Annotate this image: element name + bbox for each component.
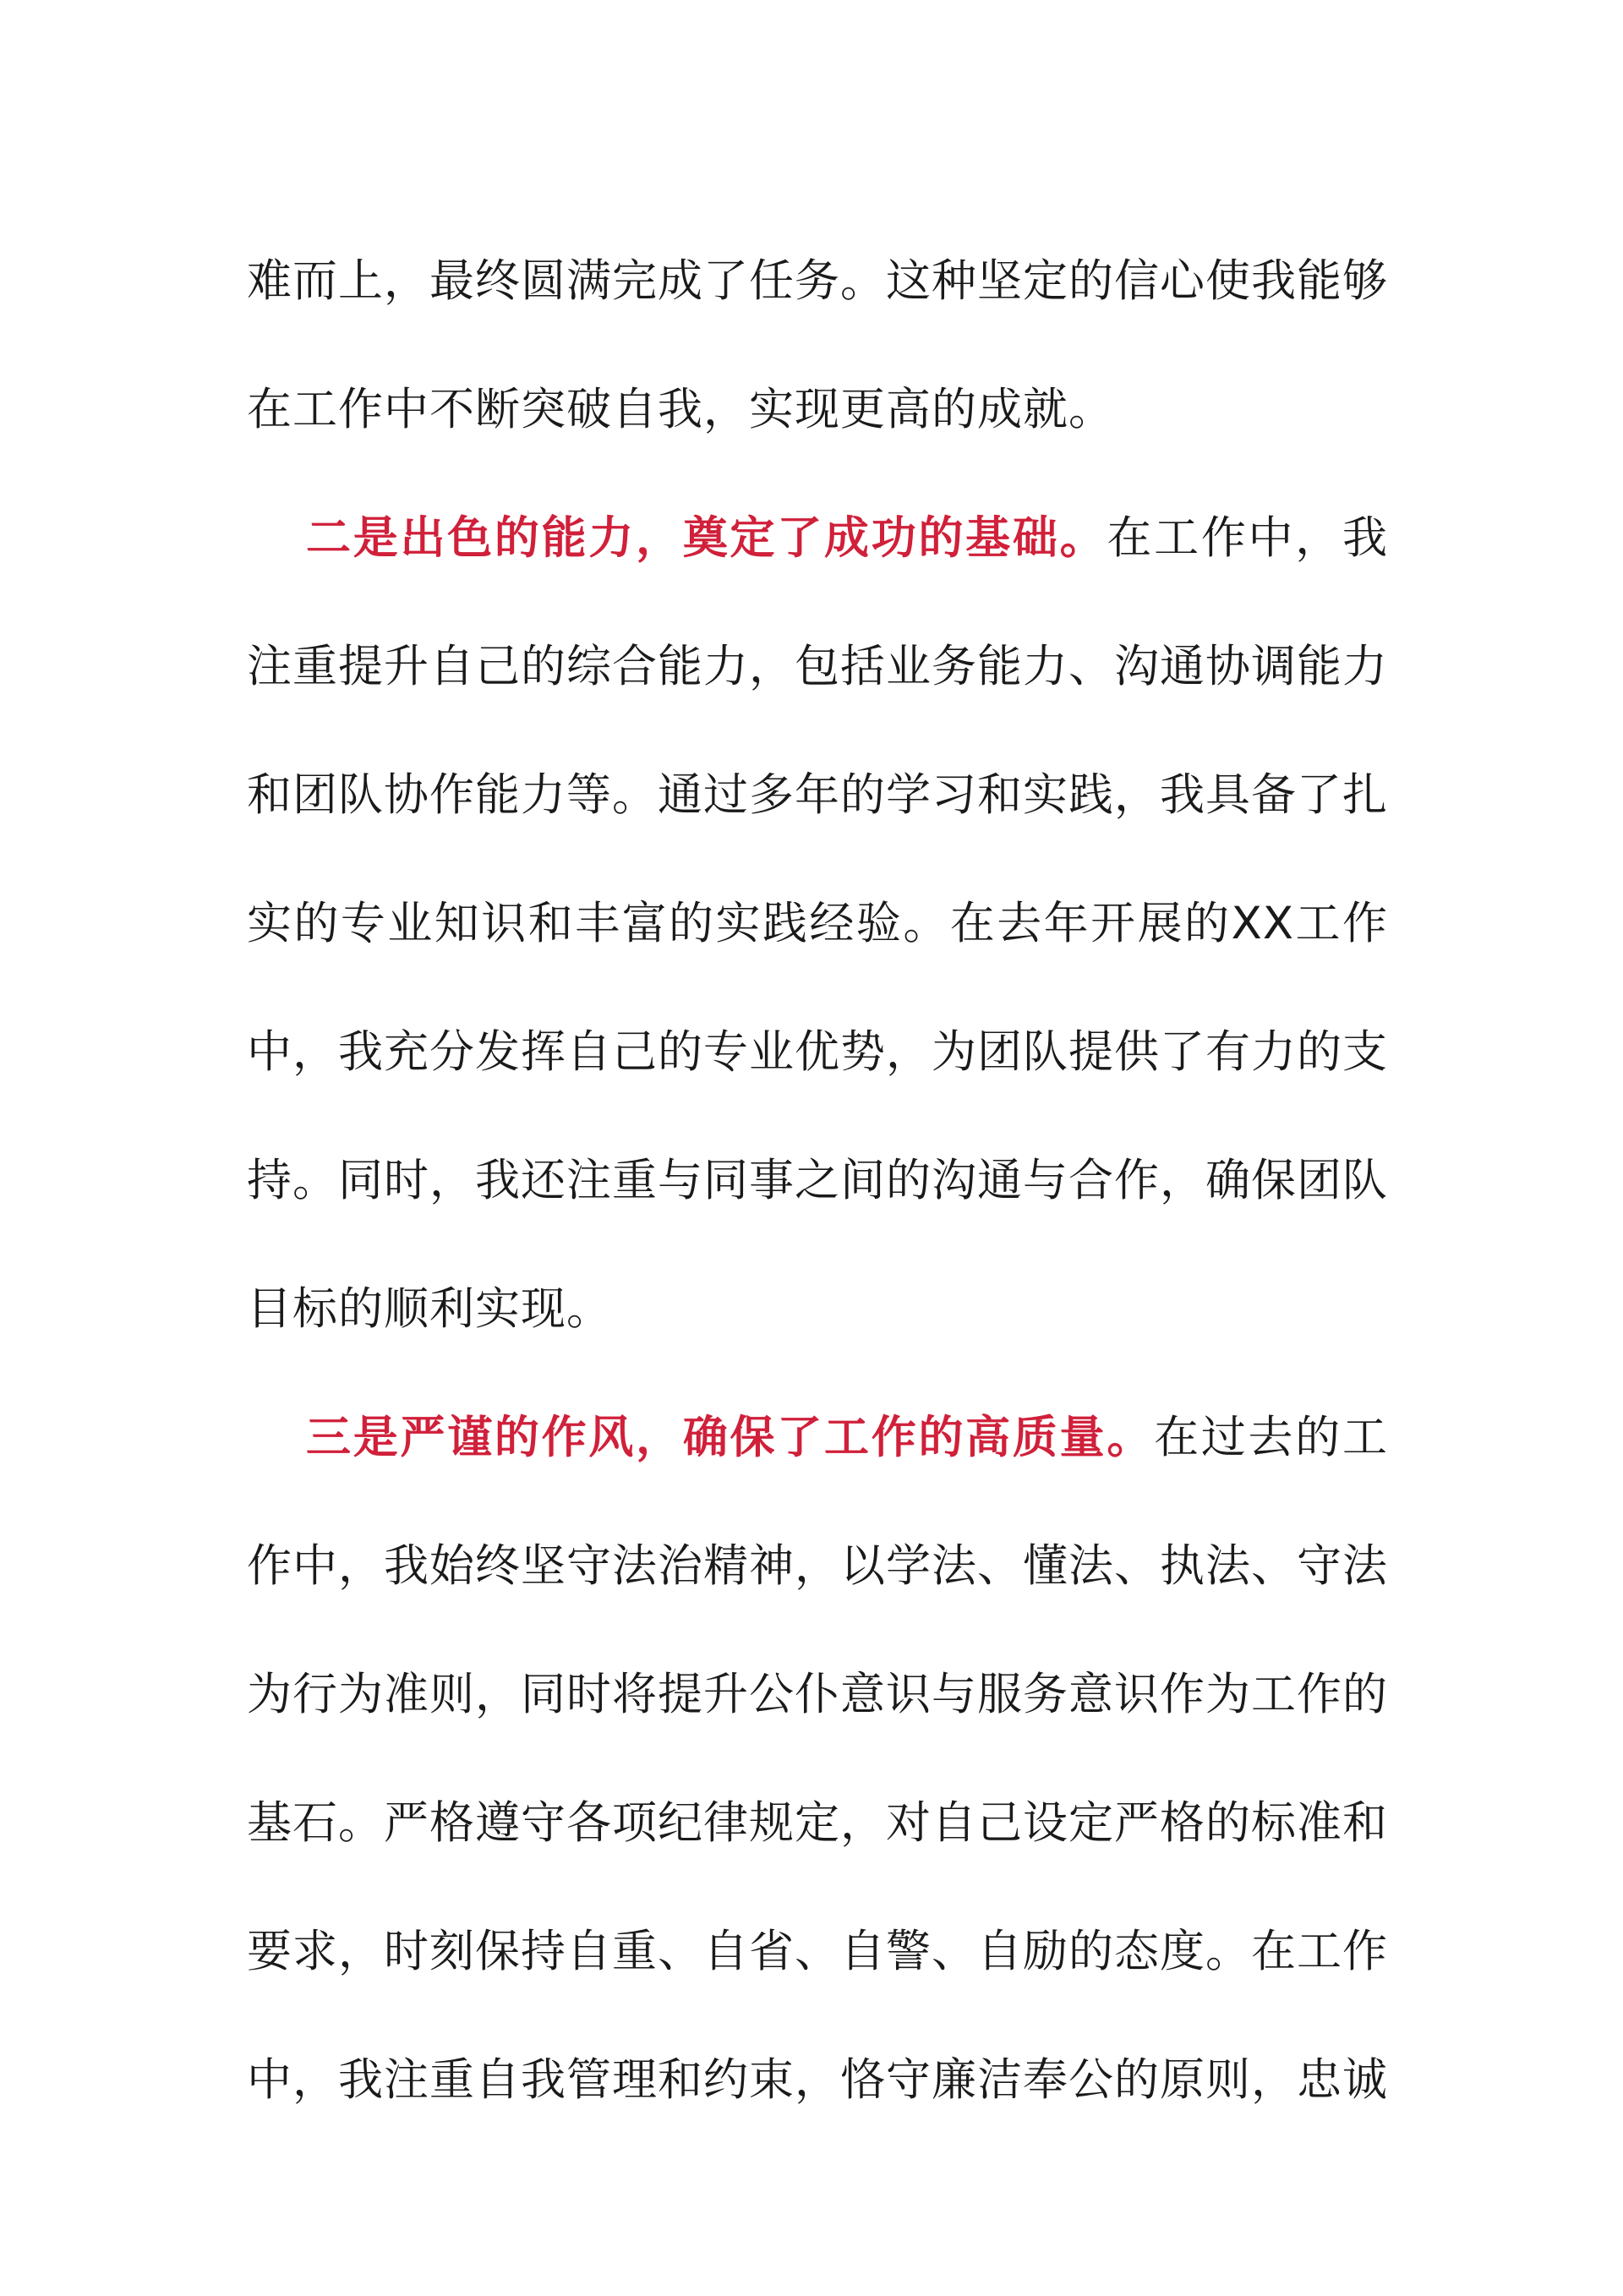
paragraph-work-style <box>247 1374 1388 2145</box>
paragraph-heading-highlight: 二是出色的能力，奠定了成功的基础。 <box>306 512 1107 564</box>
paragraph-body-text: 在工作中，我注重提升自己的综合能力，包括业务能力、沟通协调能力和团队协作能力等。通过多年的学习和实践，我具备了扎实的专业知识和丰富的实践经验。在去年开展的XX工作中，我充分发挥自己的专业优势，为团队提供了有力的支持。同时，我还注重与同事之间的沟通与合作，确保团队目标的顺利实现。 <box>247 512 1389 1335</box>
paragraph-heading-highlight: 三是严谨的作风，确保了工作的高质量。 <box>306 1412 1155 1463</box>
paragraph-ability <box>247 474 1388 1374</box>
document-body <box>247 217 1388 2145</box>
paragraph-body-text: 在过去的工作中，我始终坚守法治精神，以学法、懂法、执法、守法为行为准则，同时将提升公仆意识与服务意识作为工作的基石。严格遵守各项纪律规定，对自己设定严格的标准和要求，时刻保持自重、自省、自警、自励的态度。在工作中，我注重自我管理和约束，恪守廉洁奉公的原则，忠诚 <box>247 1412 1389 2106</box>
paragraph-continuation <box>247 217 1388 474</box>
paragraph-body-text: 难而上，最终圆满完成了任务。这种坚定的信心使我能够在工作中不断突破自我，实现更高的成就。 <box>247 255 1388 435</box>
